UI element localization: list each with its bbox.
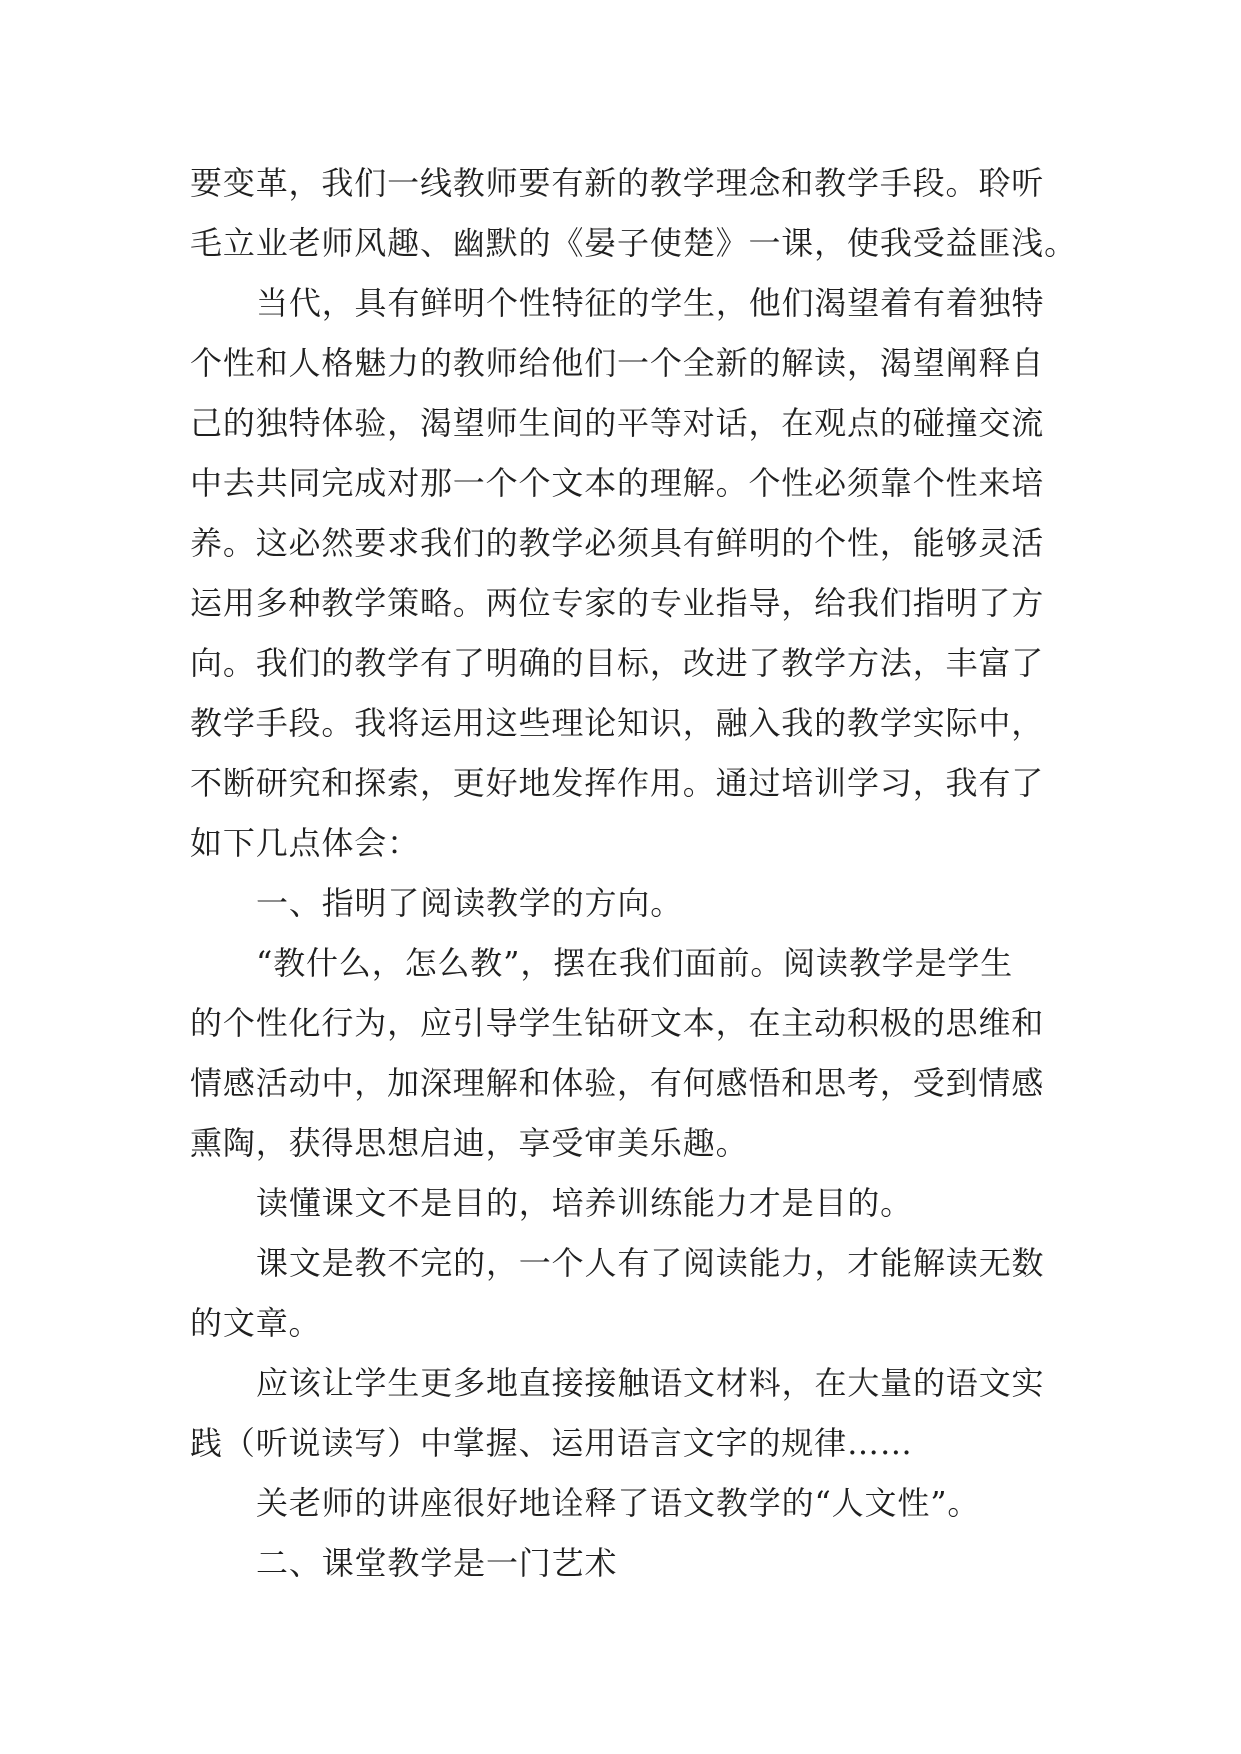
- text-line: 向。我们的教学有了明确的目标，改进了教学方法，丰富了: [190, 644, 1045, 682]
- section-heading-text: 一、指明了阅读教学的方向。: [256, 884, 684, 922]
- text-line: 不断研究和探索，更好地发挥作用。通过培训学习，我有了: [190, 764, 1045, 802]
- section-heading: [190, 873, 1090, 933]
- text-line: 应该让学生更多地直接接触语文材料，在大量的语文实: [256, 1364, 1045, 1402]
- text-line: 运用多种教学策略。两位专家的专业指导，给我们指明了方: [190, 584, 1045, 622]
- text-line: 课文是教不完的，一个人有了阅读能力，才能解读无数: [256, 1244, 1045, 1282]
- text-line: 中去共同完成对那一个个文本的理解。个性必须靠个性来培: [190, 464, 1045, 502]
- paragraph: [190, 1353, 1090, 1473]
- text-line: 情感活动中，加深理解和体验，有何感悟和思考，受到情感: [190, 1064, 1045, 1102]
- text-line: 当代，具有鲜明个性特征的学生，他们渴望着有着独特: [256, 284, 1045, 322]
- text-line: 践（听说读写）中掌握、运用语言文字的规律……: [190, 1424, 913, 1462]
- text-line: 读懂课文不是目的，培养训练能力才是目的。: [256, 1184, 914, 1222]
- text-line: 熏陶，获得思想启迪，享受审美乐趣。: [190, 1124, 749, 1162]
- paragraph: [190, 1233, 1090, 1353]
- text-line: 关老师的讲座很好地诠释了语文教学的“人文性”。: [256, 1484, 981, 1522]
- body-text: [190, 153, 1090, 1593]
- paragraph: [190, 273, 1090, 873]
- paragraph: [190, 933, 1090, 1173]
- text-line: “教什么，怎么教”，摆在我们面前。阅读教学是学生: [256, 944, 1014, 982]
- text-line: 毛立业老师风趣、幽默的《晏子使楚》一课，使我受益匪浅。: [190, 224, 1077, 262]
- text-line: 的个性化行为，应引导学生钻研文本，在主动积极的思维和: [190, 1004, 1045, 1042]
- text-line: 如下几点体会：: [190, 824, 420, 862]
- section-heading: [190, 1533, 1090, 1593]
- paragraph: [190, 1473, 1090, 1533]
- text-line: 的文章。: [190, 1304, 322, 1342]
- text-line: 养。这必然要求我们的教学必须具有鲜明的个性，能够灵活: [190, 524, 1045, 562]
- text-line: 要变革，我们一线教师要有新的教学理念和教学手段。聆听: [190, 164, 1045, 202]
- text-line: 己的独特体验，渴望师生间的平等对话，在观点的碰撞交流: [190, 404, 1045, 442]
- section-heading-text: 二、课堂教学是一门艺术: [256, 1544, 618, 1582]
- paragraph: [190, 1173, 1090, 1233]
- text-line: 教学手段。我将运用这些理论知识，融入我的教学实际中，: [190, 704, 1045, 742]
- paragraph: [190, 153, 1090, 273]
- text-line: 个性和人格魅力的教师给他们一个全新的解读，渴望阐释自: [190, 344, 1045, 382]
